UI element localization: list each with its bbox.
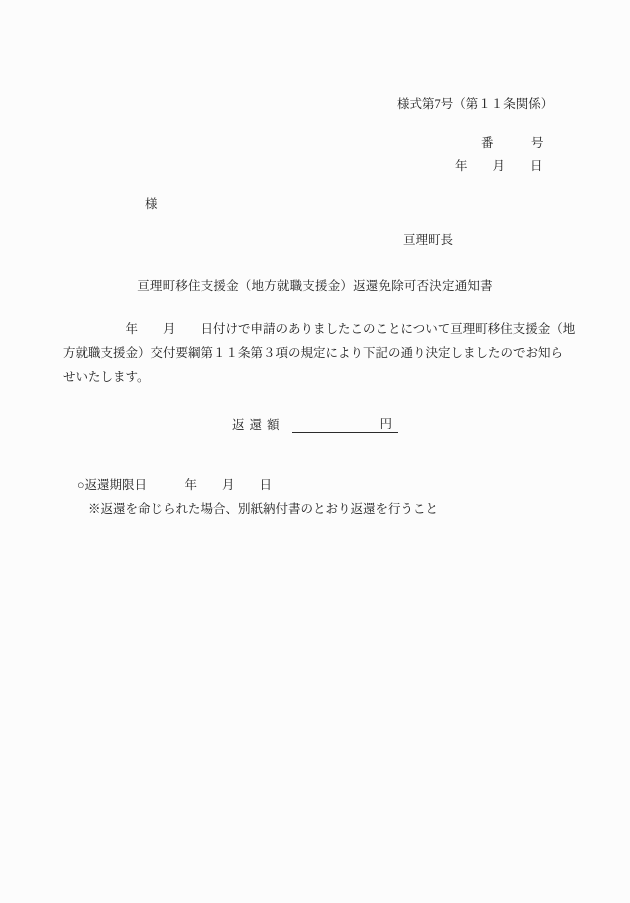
document-number-field: 番 号 — [481, 136, 544, 150]
refund-amount-label: 返還額 — [232, 418, 285, 432]
body-line: 年 月 日付けで申請のありましたこのことについて亘理町移住支援金（地 — [63, 322, 576, 336]
addressee-honorific: 様 — [145, 197, 158, 211]
body-line: 方就職支援金）交付要綱第１１条第３項の規定により下記の通り決定しましたのでお知ら — [63, 346, 564, 360]
sender-title: 亘理町長 — [403, 233, 454, 247]
refund-deadline-field: ○返還期限日 年 月 日 — [77, 478, 273, 492]
refund-amount-blank — [292, 415, 398, 433]
body-line: せいたします。 — [63, 370, 150, 384]
issue-date-field: 年 月 日 — [455, 159, 543, 173]
body-paragraph — [63, 317, 583, 389]
refund-amount-unit: 円 — [379, 417, 392, 431]
form-number-label: 様式第7号（第１１条関係） — [397, 97, 554, 111]
document-title: 亘理町移住支援金（地方就職支援金）返還免除可否決定通知書 — [137, 279, 493, 293]
refund-note: ※返還を命じられた場合、別紙納付書のとおり返還を行うこと — [88, 502, 439, 516]
